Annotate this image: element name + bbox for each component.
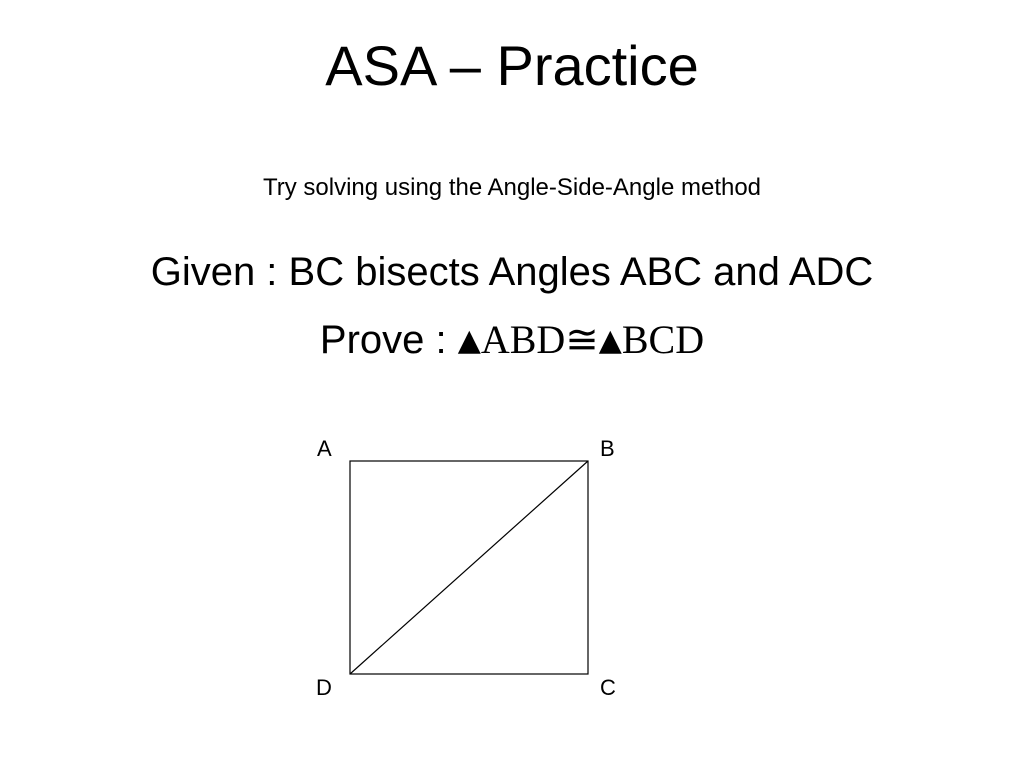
triangle-abd-label: ABD [480, 317, 566, 362]
slide-title: ASA – Practice [325, 34, 699, 97]
vertex-label-c: C [600, 675, 616, 700]
slide-subtitle: Try solving using the Angle-Side-Angle method [262, 174, 762, 201]
diagonal-bd [350, 461, 588, 674]
vertex-label-b: B [600, 436, 615, 461]
congruent-symbol: ≅ [565, 317, 599, 362]
prove-label: Prove : [319, 318, 458, 362]
vertex-label-d: D [316, 675, 332, 700]
triangle-symbol-1: ▲ [457, 323, 481, 358]
vertex-label-a: A [317, 436, 332, 461]
triangle-bcd-label: BCD [621, 317, 705, 362]
given-statement: Given : BC bisects Angles ABC and ADC [150, 250, 874, 294]
triangle-symbol-2: ▲ [598, 323, 622, 358]
